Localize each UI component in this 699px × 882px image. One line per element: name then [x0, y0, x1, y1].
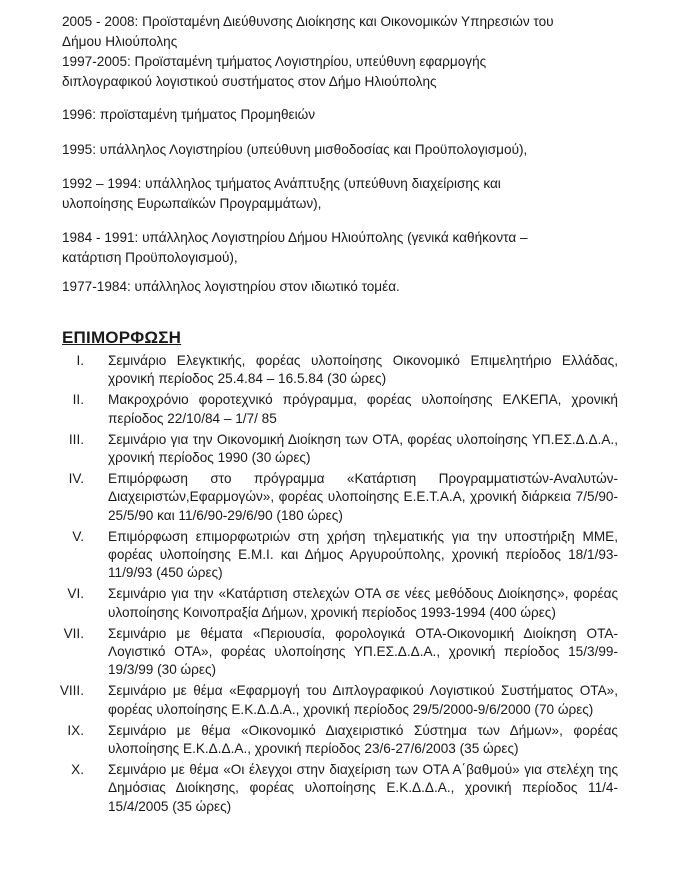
- seminar-text: Σεμινάριο με θέματα «Περιουσία, φορολογικά ΟΤΑ-Οικονομική Διοίκηση ΟΤΑ-Λογιστικό ΟΤΑ», φορέας υλοποίησης ΥΠ.ΕΣ.Δ.Δ.Α., χρονική περίοδος 15/3/99-19/3/99 (30 ώρες): [108, 625, 618, 678]
- seminar-text: Μακροχρόνιο φοροτεχνικό πρόγραμμα, φορέας υλοποίησης ΕΛΚΕΠΑ, χρονική περίοδος 22/10/84 – 1/7/ 85: [108, 392, 618, 426]
- seminar-item: [0, 431, 699, 467]
- seminar-number: VI.: [67, 586, 84, 602]
- seminar-item: [0, 761, 699, 816]
- seminar-number: IX.: [67, 722, 84, 738]
- employment-entry-2-line-2: διπλογραφικού λογιστικού συστήματος στον Δήμο Ηλιούπολης: [62, 74, 437, 89]
- seminar-item: [0, 391, 699, 427]
- employment-entry-5-line-1: 1992 – 1994: υπάλληλος τμήματος Ανάπτυξης (υπεύθυνη διαχείρισης και: [62, 176, 501, 191]
- seminar-number: VII.: [63, 625, 84, 641]
- employment-entry-7: 1977-1984: υπάλληλος λογιστηρίου στον ιδιωτικό τομέα.: [62, 279, 400, 294]
- employment-entry-4: 1995: υπάλληλος Λογιστηρίου (υπεύθυνη μισθοδοσίας και Προϋπολογισμού),: [62, 142, 528, 157]
- seminar-item: [0, 682, 699, 718]
- seminar-number: I.: [76, 353, 84, 368]
- employment-entry-3: 1996: προϊσταμένη τμήματος Προμηθειών: [62, 107, 316, 122]
- seminar-text: Σεμινάριο για την Οικονομική Διοίκηση των ΟΤΑ, φορέας υλοποίησης ΥΠ.ΕΣ.Δ.Δ.Α., χρονική περίοδος 1990 (30 ώρες): [108, 431, 618, 466]
- seminar-text: Σεμινάριο για την «Κατάρτιση στελεχών ΟΤΑ σε νέες μεθόδους Διοίκησης», φορέας υλοποίησης Κοινοπραξία Δήμων, χρονική περίοδος 1993-1994 (400 ώρες): [108, 586, 618, 620]
- employment-entry-6-line-1: 1984 - 1991: υπάλληλος Λογιστηρίου Δήμου Ηλιούπολης (γενικά καθήκοντα –: [62, 230, 528, 245]
- employment-entry-1-line-1: 2005 - 2008: Προϊσταμένη Διεύθυνσης Διοίκησης και Οικονομικών Υπηρεσιών του: [62, 14, 554, 29]
- employment-entry-2-line-1: 1997-2005: Προϊσταμένη τμήματος Λογιστηρίου, υπεύθυνη εφαρμογής: [62, 54, 487, 69]
- employment-entry-1-line-2: Δήμου Ηλιούπολης: [62, 34, 178, 49]
- employment-entry-5-line-2: υλοποίησης Ευρωπαϊκών Προγραμμάτων),: [62, 196, 322, 211]
- seminar-item: [0, 585, 699, 621]
- seminar-item: [0, 352, 699, 388]
- seminar-number: VIII.: [59, 683, 84, 699]
- section-title-training: ΕΠΙΜΟΡΦΩΣΗ: [62, 328, 182, 347]
- seminar-number: X.: [71, 762, 84, 778]
- seminar-text: Σεμινάριο με θέμα «Εφαρμογή του Διπλογραφικού Λογιστικού Συστήματος ΟΤΑ», φορέας υλοποίησης Ε.Κ.Δ.Δ.Α., χρονική περίοδος 29/5/2000-9/6/2000 (70 ώρες): [108, 683, 618, 717]
- seminar-text: Σεμινάριο Ελεγκτικής, φορέας υλοποίησης Οικονομικό Επιμελητήριο Ελλάδας, χρονική περίοδος 25.4.84 – 16.5.84 (30 ώρες): [108, 353, 618, 387]
- seminar-item: [0, 722, 699, 758]
- seminar-text: Σεμινάριο με θέμα «Οικονομικό Διαχειριστικό Σύστημα των Δήμων», φορέας υλοποίησης Ε.Κ.Δ.Δ.Α., χρονική περίοδος 23/6-27/6/2003 (35 ώρες): [108, 722, 618, 757]
- seminar-number: II.: [72, 392, 84, 408]
- seminar-text: Σεμινάριο με θέμα «Οι έλεγχοι στην διαχείριση των ΟΤΑ Α΄βαθμού» για στελέχη της Δημόσιας Διοίκησης, φορέας υλοποίησης Ε.Κ.Δ.Δ.Α., χρονική περίοδος 11/4-15/4/2005 (35 ώρες): [108, 762, 618, 814]
- employment-entry-6-line-2: κατάρτιση Προϋπολογισμού),: [62, 250, 238, 265]
- seminar-number: V.: [72, 528, 84, 544]
- seminar-text: Επιμόρφωση στο πρόγραμμα «Κατάρτιση Προγραμματιστών-Αναλυτών-Διαχειριστών,Εφαρμογών», φορέας υλοποίησης Ε.Ε.Τ.Α.Α, χρονική διάρκεια 7/5/90-25/5/90 και 11/6/90-29/6/90 (180 ώρες): [108, 471, 618, 523]
- seminar-number: III.: [68, 431, 84, 447]
- seminar-list: [0, 352, 699, 818]
- seminar-item: [0, 528, 699, 583]
- seminar-item: [0, 625, 699, 680]
- seminar-text: Επιμόρφωση επιμορφωτριών στη χρήση τηλεματικής για την υποστήριξη ΜΜΕ, φορέας υλοποίησης Ε.Μ.Ι. και Δήμος Αργυρούπολης, χρονική περίοδος 18/1/93-11/9/93 (450 ώρες): [108, 528, 618, 581]
- seminar-item: [0, 470, 699, 525]
- seminar-number: IV.: [68, 471, 84, 487]
